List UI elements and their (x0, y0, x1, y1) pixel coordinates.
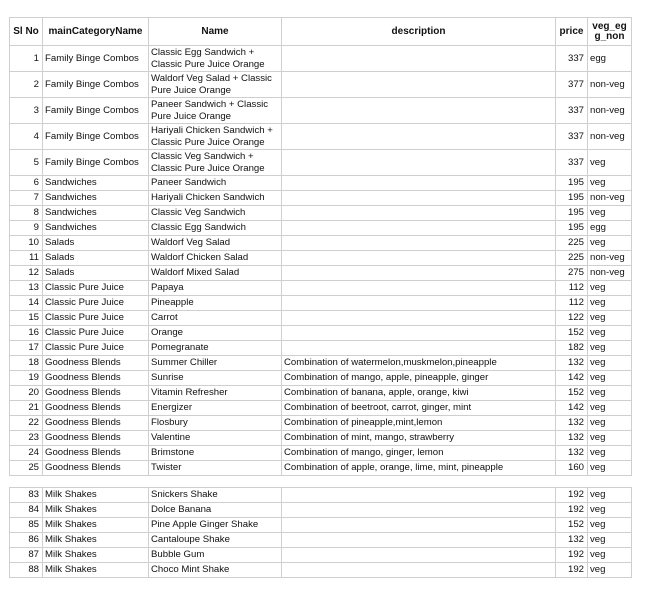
cell-veg-egg-non: veg (588, 206, 632, 221)
cell-name: Dolce Banana (149, 503, 282, 518)
cell-name: Valentine (149, 431, 282, 446)
cell-price: 142 (556, 371, 588, 386)
cell-sl-no: 20 (10, 386, 43, 401)
cell-price: 160 (556, 461, 588, 476)
cell-sl-no: 18 (10, 356, 43, 371)
cell-veg-egg-non: veg (588, 326, 632, 341)
cell-price: 132 (556, 356, 588, 371)
table-row (10, 124, 632, 150)
cell-description (282, 191, 556, 206)
table-row (10, 176, 632, 191)
cell-description: Combination of beetroot, carrot, ginger, mint (282, 401, 556, 416)
cell-veg-egg-non: veg (588, 431, 632, 446)
table-row (10, 311, 632, 326)
cell-price: 225 (556, 251, 588, 266)
table-row (10, 221, 632, 236)
table-row (10, 46, 632, 72)
cell-category: Sandwiches (43, 221, 149, 236)
cell-name: Waldorf Veg Salad + Classic Pure Juice Orange (149, 72, 282, 98)
cell-category: Sandwiches (43, 176, 149, 191)
cell-name: Classic Veg Sandwich + Classic Pure Juice Orange (149, 150, 282, 176)
cell-name: Pomegranate (149, 341, 282, 356)
cell-name: Classic Egg Sandwich + Classic Pure Juice Orange (149, 46, 282, 72)
header-description: description (282, 18, 556, 46)
menu-table (9, 17, 632, 476)
cell-description (282, 150, 556, 176)
cell-price: 192 (556, 503, 588, 518)
cell-description: Combination of banana, apple, orange, kiwi (282, 386, 556, 401)
cell-category: Milk Shakes (43, 563, 149, 578)
cell-name: Classic Veg Sandwich (149, 206, 282, 221)
cell-description: Combination of apple, orange, lime, mint, pineapple (282, 461, 556, 476)
cell-category: Goodness Blends (43, 461, 149, 476)
table-row (10, 563, 632, 578)
table-row (10, 371, 632, 386)
cell-sl-no: 17 (10, 341, 43, 356)
cell-category: Classic Pure Juice (43, 311, 149, 326)
cell-price: 337 (556, 150, 588, 176)
cell-category: Goodness Blends (43, 401, 149, 416)
cell-name: Flosbury (149, 416, 282, 431)
cell-price: 132 (556, 416, 588, 431)
table-row (10, 251, 632, 266)
cell-sl-no: 15 (10, 311, 43, 326)
cell-veg-egg-non: veg (588, 563, 632, 578)
table-row (10, 401, 632, 416)
cell-price: 142 (556, 401, 588, 416)
cell-veg-egg-non: non-veg (588, 124, 632, 150)
cell-veg-egg-non: non-veg (588, 251, 632, 266)
table-row (10, 341, 632, 356)
cell-category: Milk Shakes (43, 533, 149, 548)
cell-name: Energizer (149, 401, 282, 416)
cell-sl-no: 21 (10, 401, 43, 416)
cell-price: 377 (556, 72, 588, 98)
cell-category: Family Binge Combos (43, 150, 149, 176)
header-main-category: mainCategoryName (43, 18, 149, 46)
cell-name: Papaya (149, 281, 282, 296)
cell-price: 152 (556, 518, 588, 533)
cell-sl-no: 1 (10, 46, 43, 72)
table-row (10, 461, 632, 476)
cell-sl-no: 9 (10, 221, 43, 236)
cell-sl-no: 24 (10, 446, 43, 461)
cell-sl-no: 86 (10, 533, 43, 548)
cell-sl-no: 16 (10, 326, 43, 341)
cell-description (282, 311, 556, 326)
cell-price: 195 (556, 176, 588, 191)
cell-description: Combination of watermelon,muskmelon,pineapple (282, 356, 556, 371)
cell-name: Hariyali Chicken Sandwich (149, 191, 282, 206)
cell-veg-egg-non: veg (588, 461, 632, 476)
cell-sl-no: 85 (10, 518, 43, 533)
cell-name: Hariyali Chicken Sandwich + Classic Pure Juice Orange (149, 124, 282, 150)
cell-veg-egg-non: veg (588, 548, 632, 563)
cell-veg-egg-non: veg (588, 488, 632, 503)
cell-price: 192 (556, 548, 588, 563)
cell-description (282, 206, 556, 221)
cell-price: 192 (556, 488, 588, 503)
table-row (10, 416, 632, 431)
cell-name: Snickers Shake (149, 488, 282, 503)
cell-sl-no: 11 (10, 251, 43, 266)
cell-description (282, 563, 556, 578)
cell-price: 337 (556, 98, 588, 124)
cell-category: Salads (43, 251, 149, 266)
cell-description (282, 518, 556, 533)
cell-category: Classic Pure Juice (43, 326, 149, 341)
cell-name: Pineapple (149, 296, 282, 311)
cell-veg-egg-non: veg (588, 533, 632, 548)
cell-description (282, 341, 556, 356)
cell-name: Paneer Sandwich (149, 176, 282, 191)
header-veg-egg-non: veg_egg_non (588, 18, 632, 46)
cell-name: Cantaloupe Shake (149, 533, 282, 548)
cell-category: Goodness Blends (43, 356, 149, 371)
cell-sl-no: 7 (10, 191, 43, 206)
cell-description (282, 98, 556, 124)
table-row (10, 296, 632, 311)
cell-sl-no: 8 (10, 206, 43, 221)
cell-veg-egg-non: veg (588, 176, 632, 191)
cell-description (282, 176, 556, 191)
cell-category: Classic Pure Juice (43, 341, 149, 356)
cell-veg-egg-non: egg (588, 221, 632, 236)
cell-description (282, 46, 556, 72)
table-row (10, 236, 632, 251)
cell-name: Pine Apple Ginger Shake (149, 518, 282, 533)
table-row (10, 72, 632, 98)
cell-veg-egg-non: veg (588, 236, 632, 251)
table-row (10, 191, 632, 206)
cell-description (282, 326, 556, 341)
cell-description (282, 251, 556, 266)
cell-sl-no: 4 (10, 124, 43, 150)
cell-veg-egg-non: veg (588, 371, 632, 386)
table-row (10, 518, 632, 533)
header-name: Name (149, 18, 282, 46)
cell-category: Milk Shakes (43, 488, 149, 503)
cell-price: 112 (556, 281, 588, 296)
cell-category: Milk Shakes (43, 518, 149, 533)
cell-category: Family Binge Combos (43, 72, 149, 98)
cell-veg-egg-non: veg (588, 518, 632, 533)
cell-price: 132 (556, 431, 588, 446)
cell-sl-no: 6 (10, 176, 43, 191)
cell-category: Family Binge Combos (43, 98, 149, 124)
table-row (10, 386, 632, 401)
header-sl-no: Sl No (10, 18, 43, 46)
table-row (10, 356, 632, 371)
cell-description (282, 72, 556, 98)
cell-sl-no: 87 (10, 548, 43, 563)
cell-price: 195 (556, 206, 588, 221)
cell-price: 337 (556, 46, 588, 72)
cell-veg-egg-non: non-veg (588, 266, 632, 281)
cell-description: Combination of mango, ginger, lemon (282, 446, 556, 461)
table-row (10, 446, 632, 461)
cell-sl-no: 88 (10, 563, 43, 578)
header-price: price (556, 18, 588, 46)
cell-category: Family Binge Combos (43, 46, 149, 72)
cell-sl-no: 19 (10, 371, 43, 386)
cell-sl-no: 3 (10, 98, 43, 124)
cell-name: Paneer Sandwich + Classic Pure Juice Orange (149, 98, 282, 124)
cell-veg-egg-non: veg (588, 281, 632, 296)
cell-price: 192 (556, 563, 588, 578)
cell-name: Summer Chiller (149, 356, 282, 371)
table-row (10, 488, 632, 503)
cell-name: Waldorf Mixed Salad (149, 266, 282, 281)
cell-price: 337 (556, 124, 588, 150)
cell-category: Sandwiches (43, 206, 149, 221)
cell-category: Goodness Blends (43, 416, 149, 431)
cell-name: Bubble Gum (149, 548, 282, 563)
cell-name: Twister (149, 461, 282, 476)
cell-category: Goodness Blends (43, 446, 149, 461)
cell-veg-egg-non: egg (588, 46, 632, 72)
cell-category: Goodness Blends (43, 386, 149, 401)
cell-description (282, 221, 556, 236)
cell-category: Salads (43, 236, 149, 251)
cell-category: Goodness Blends (43, 431, 149, 446)
cell-description: Combination of pineapple,mint,lemon (282, 416, 556, 431)
cell-price: 122 (556, 311, 588, 326)
cell-sl-no: 13 (10, 281, 43, 296)
cell-description (282, 296, 556, 311)
cell-description: Combination of mint, mango, strawberry (282, 431, 556, 446)
cell-description (282, 548, 556, 563)
cell-sl-no: 23 (10, 431, 43, 446)
cell-veg-egg-non: veg (588, 341, 632, 356)
cell-description (282, 236, 556, 251)
cell-veg-egg-non: veg (588, 386, 632, 401)
cell-sl-no: 22 (10, 416, 43, 431)
cell-category: Classic Pure Juice (43, 281, 149, 296)
cell-category: Classic Pure Juice (43, 296, 149, 311)
cell-description (282, 488, 556, 503)
cell-veg-egg-non: veg (588, 503, 632, 518)
cell-description (282, 533, 556, 548)
cell-category: Family Binge Combos (43, 124, 149, 150)
cell-price: 275 (556, 266, 588, 281)
cell-veg-egg-non: veg (588, 401, 632, 416)
cell-veg-egg-non: veg (588, 416, 632, 431)
cell-veg-egg-non: veg (588, 150, 632, 176)
cell-sl-no: 12 (10, 266, 43, 281)
menu-table-continued (9, 487, 632, 578)
cell-price: 152 (556, 386, 588, 401)
cell-price: 195 (556, 191, 588, 206)
cell-veg-egg-non: veg (588, 356, 632, 371)
cell-category: Milk Shakes (43, 503, 149, 518)
cell-veg-egg-non: non-veg (588, 72, 632, 98)
cell-category: Goodness Blends (43, 371, 149, 386)
table-row (10, 533, 632, 548)
table-row (10, 266, 632, 281)
cell-category: Salads (43, 266, 149, 281)
cell-description: Combination of mango, apple, pineapple, ginger (282, 371, 556, 386)
cell-price: 132 (556, 533, 588, 548)
cell-name: Sunrise (149, 371, 282, 386)
cell-price: 225 (556, 236, 588, 251)
cell-name: Waldorf Chicken Salad (149, 251, 282, 266)
table-row (10, 548, 632, 563)
table-row (10, 150, 632, 176)
cell-price: 112 (556, 296, 588, 311)
table-row (10, 281, 632, 296)
table-row (10, 431, 632, 446)
cell-category: Sandwiches (43, 191, 149, 206)
cell-price: 132 (556, 446, 588, 461)
cell-sl-no: 2 (10, 72, 43, 98)
table-row (10, 206, 632, 221)
cell-name: Brimstone (149, 446, 282, 461)
header-row (10, 18, 632, 46)
cell-description (282, 503, 556, 518)
cell-price: 152 (556, 326, 588, 341)
cell-veg-egg-non: non-veg (588, 98, 632, 124)
cell-price: 195 (556, 221, 588, 236)
cell-sl-no: 83 (10, 488, 43, 503)
cell-sl-no: 25 (10, 461, 43, 476)
cell-price: 182 (556, 341, 588, 356)
cell-veg-egg-non: non-veg (588, 191, 632, 206)
cell-sl-no: 5 (10, 150, 43, 176)
cell-veg-egg-non: veg (588, 446, 632, 461)
cell-name: Classic Egg Sandwich (149, 221, 282, 236)
cell-veg-egg-non: veg (588, 311, 632, 326)
cell-description (282, 281, 556, 296)
cell-name: Carrot (149, 311, 282, 326)
table-row (10, 326, 632, 341)
cell-category: Milk Shakes (43, 548, 149, 563)
cell-sl-no: 10 (10, 236, 43, 251)
cell-name: Orange (149, 326, 282, 341)
cell-name: Waldorf Veg Salad (149, 236, 282, 251)
cell-sl-no: 84 (10, 503, 43, 518)
cell-description (282, 124, 556, 150)
table-row (10, 98, 632, 124)
table-row (10, 503, 632, 518)
cell-name: Choco Mint Shake (149, 563, 282, 578)
cell-veg-egg-non: veg (588, 296, 632, 311)
cell-name: Vitamin Refresher (149, 386, 282, 401)
cell-description (282, 266, 556, 281)
cell-sl-no: 14 (10, 296, 43, 311)
